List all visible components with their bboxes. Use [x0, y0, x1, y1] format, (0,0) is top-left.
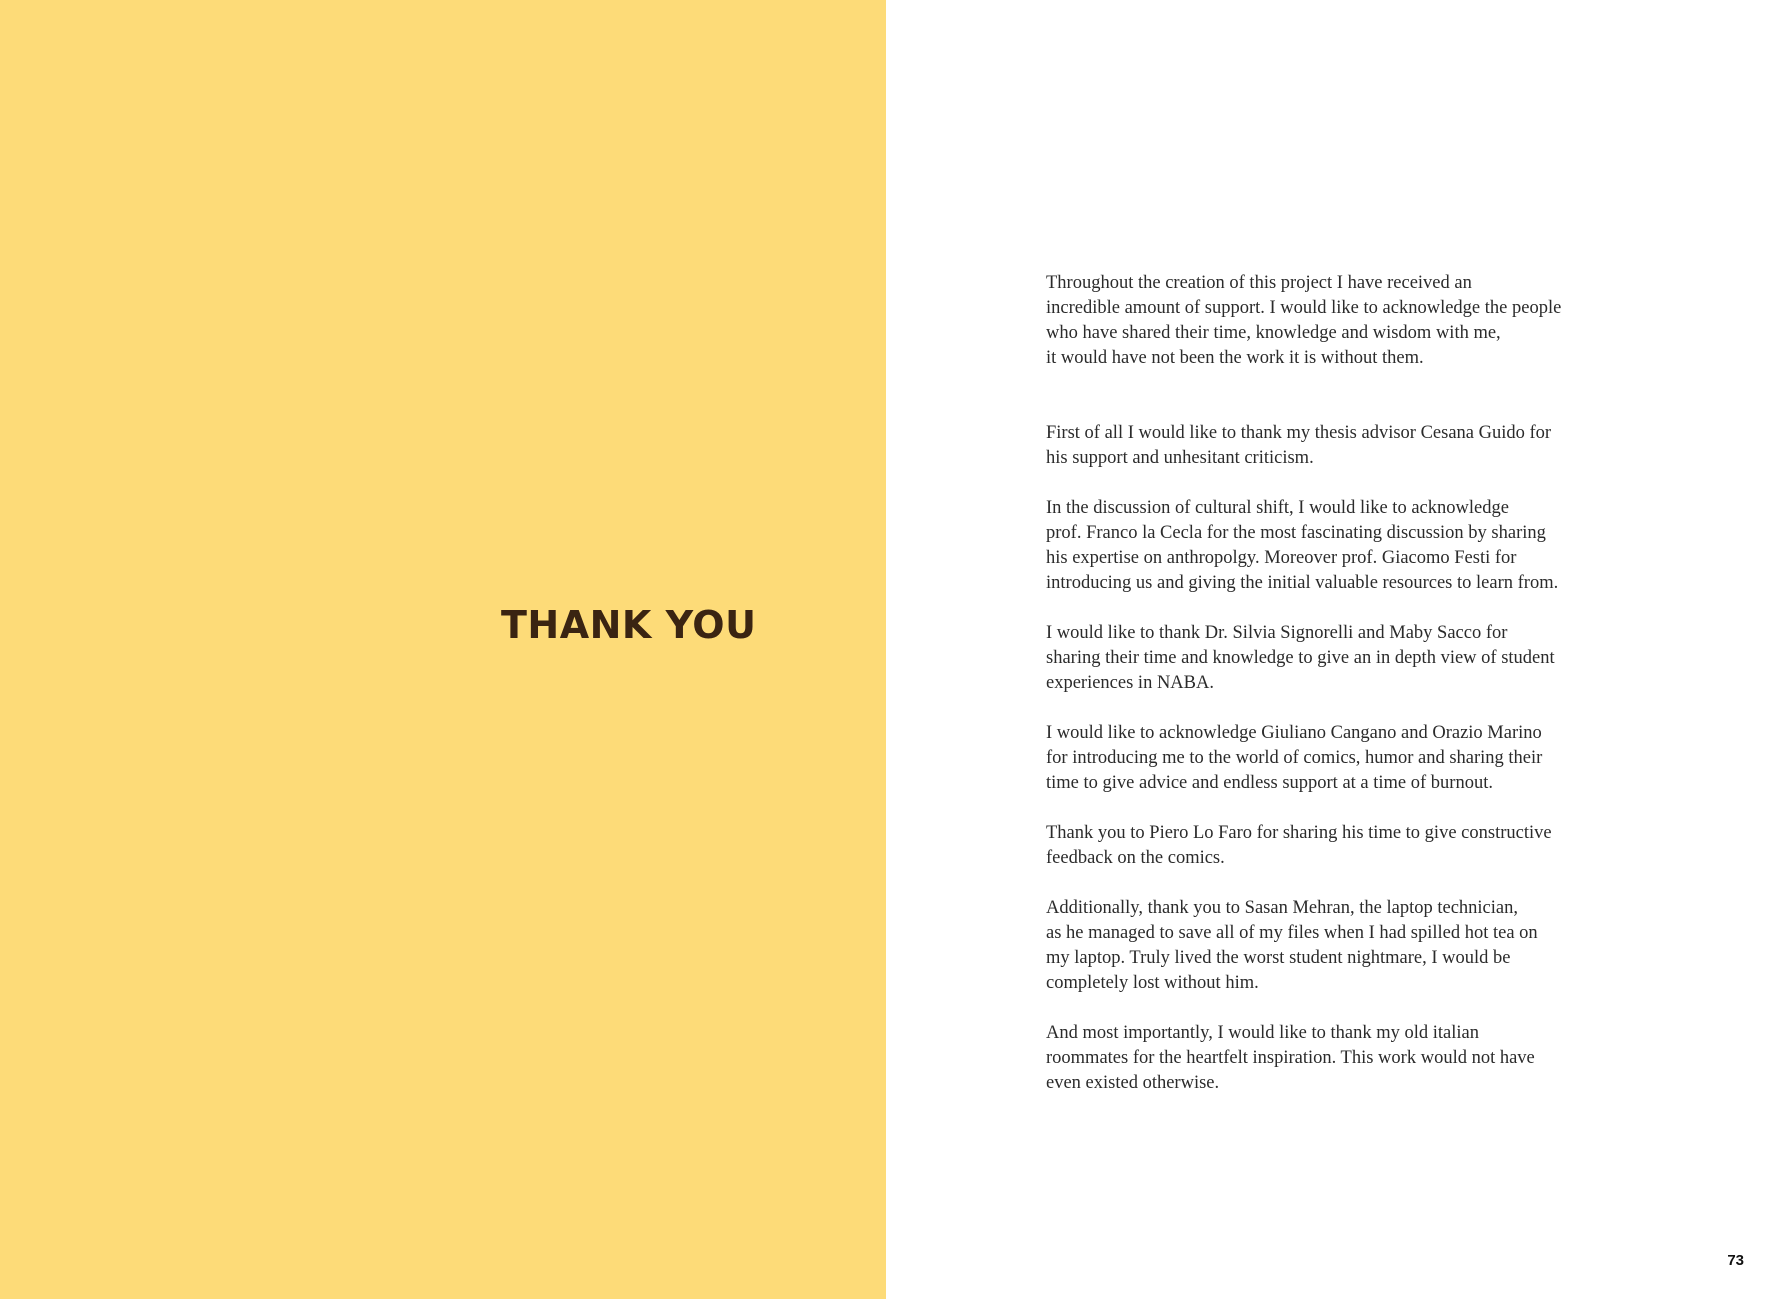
paragraph-thesis-advisor: First of all I would like to thank my thesis advisor Cesana Guido for his support and unhesitant criticism. — [1046, 423, 1552, 468]
page-number: 73 — [1727, 1252, 1744, 1269]
paragraph-feedback: Thank you to Piero Lo Faro for sharing his time to give constructive feedback on the comics. — [1046, 823, 1552, 868]
paragraph-intro: Throughout the creation of this project I have received an incredible amount of support. I would like to acknowledge the people who have shared their time, knowledge and wisdom with me, it would have not been the work it is without them. — [1046, 273, 1562, 368]
acknowledgements-text — [1046, 271, 1636, 1121]
paragraph-comics: I would like to acknowledge Giuliano Cangano and Orazio Marino for introducing me to the world of comics, humor and sharing their time to give advice and endless support at a time of burnout. — [1046, 723, 1543, 793]
paragraph-roommates: And most importantly, I would like to thank my old italian roommates for the heartfelt inspiration. This work would not have even existed otherwise. — [1046, 1023, 1535, 1093]
page-heading: THANK YOU — [501, 603, 757, 647]
paragraph-student-experiences: I would like to thank Dr. Silvia Signorelli and Maby Sacco for sharing their time and knowledge to give an in depth view of student experiences in NABA. — [1046, 623, 1555, 693]
paragraph-technician: Additionally, thank you to Sasan Mehran, the laptop technician, as he managed to save all of my files when I had spilled hot tea on my laptop. Truly lived the worst student nightmare, I would be completely lost without him. — [1046, 898, 1538, 993]
paragraph-cultural-shift: In the discussion of cultural shift, I would like to acknowledge prof. Franco la Cecla for the most fascinating discussion by sharing his expertise on anthropolgy. Moreover prof. Giacomo Festi for introducing us and giving the initial valuable resources to learn from. — [1046, 498, 1559, 593]
